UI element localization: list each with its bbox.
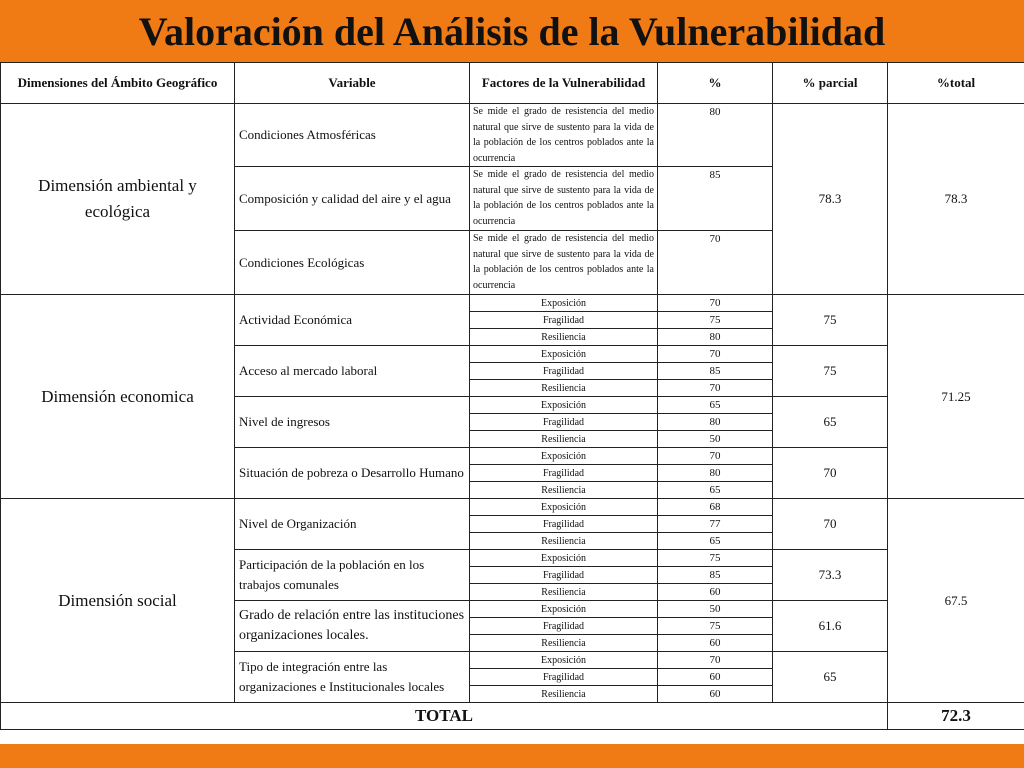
table-row [1, 499, 1024, 516]
factor-resiliencia: Resiliencia [470, 686, 658, 703]
factor-exposicion: Exposición [470, 550, 658, 567]
variable-cell: Condiciones Atmosféricas [235, 104, 470, 167]
factor-exposicion: Exposición [470, 295, 658, 312]
pct-cell: 60 [658, 584, 773, 601]
table-row [1, 295, 1024, 312]
pct-cell: 75 [658, 618, 773, 635]
pct-cell: 50 [658, 431, 773, 448]
pct-cell: 68 [658, 499, 773, 516]
pct-cell: 60 [658, 635, 773, 652]
factor-description: Se mide el grado de resistencia del medio natural que sirve de sustento para la vida de la población de los centros poblados ante la ocurrencia [470, 167, 658, 231]
factor-fragilidad: Fragilidad [470, 669, 658, 686]
factor-resiliencia: Resiliencia [470, 635, 658, 652]
factor-exposicion: Exposición [470, 652, 658, 669]
pct-cell: 60 [658, 686, 773, 703]
pct-cell: 80 [658, 465, 773, 482]
pct-cell: 50 [658, 601, 773, 618]
pct-cell: 65 [658, 397, 773, 414]
dimension-ambiental: Dimensión ambiental y ecológica [1, 104, 235, 295]
factor-fragilidad: Fragilidad [470, 363, 658, 380]
variable-cell: Composición y calidad del aire y el agua [235, 167, 470, 231]
parcial-cell: 78.3 [773, 104, 888, 295]
factor-fragilidad: Fragilidad [470, 618, 658, 635]
pct-cell: 70 [658, 652, 773, 669]
parcial-cell: 70 [773, 448, 888, 499]
variable-cell: Nivel de ingresos [235, 397, 470, 448]
header-variable: Variable [235, 63, 470, 104]
pct-cell: 75 [658, 550, 773, 567]
factor-resiliencia: Resiliencia [470, 533, 658, 550]
variable-cell: Participación de la población en los trabajos comunales [235, 550, 470, 601]
pct-cell: 70 [658, 346, 773, 363]
factor-fragilidad: Fragilidad [470, 516, 658, 533]
pct-cell: 75 [658, 312, 773, 329]
pct-cell: 65 [658, 533, 773, 550]
pct-cell: 60 [658, 669, 773, 686]
parcial-cell: 65 [773, 652, 888, 703]
table-row [1, 104, 1024, 167]
variable-cell: Situación de pobreza o Desarrollo Humano [235, 448, 470, 499]
pct-cell: 70 [658, 231, 773, 295]
variable-cell: Actividad Económica [235, 295, 470, 346]
factor-resiliencia: Resiliencia [470, 431, 658, 448]
variable-cell: Condiciones Ecológicas [235, 231, 470, 295]
pct-cell: 80 [658, 329, 773, 346]
parcial-cell: 75 [773, 346, 888, 397]
factor-exposicion: Exposición [470, 346, 658, 363]
dimension-economica: Dimensión economica [1, 295, 235, 499]
header-total: %total [888, 63, 1024, 104]
total-cell: 67.5 [888, 499, 1024, 703]
factor-exposicion: Exposición [470, 601, 658, 618]
factor-fragilidad: Fragilidad [470, 414, 658, 431]
parcial-cell: 70 [773, 499, 888, 550]
pct-cell: 85 [658, 363, 773, 380]
total-row [1, 703, 1024, 730]
pct-cell: 85 [658, 167, 773, 231]
header-dimension: Dimensiones del Ámbito Geográfico [1, 63, 235, 104]
header-parcial: % parcial [773, 63, 888, 104]
parcial-cell: 75 [773, 295, 888, 346]
factor-resiliencia: Resiliencia [470, 584, 658, 601]
factor-exposicion: Exposición [470, 499, 658, 516]
factor-exposicion: Exposición [470, 448, 658, 465]
factor-resiliencia: Resiliencia [470, 380, 658, 397]
factor-description: Se mide el grado de resistencia del medio natural que sirve de sustento para la vida de la población de los centros poblados ante la ocurrencia [470, 231, 658, 295]
factor-fragilidad: Fragilidad [470, 312, 658, 329]
total-cell: 71.25 [888, 295, 1024, 499]
parcial-cell: 61.6 [773, 601, 888, 652]
pct-cell: 70 [658, 448, 773, 465]
total-label: TOTAL [1, 703, 888, 730]
total-cell: 78.3 [888, 104, 1024, 295]
factor-resiliencia: Resiliencia [470, 482, 658, 499]
vulnerability-table-container [0, 62, 1024, 744]
variable-cell: Tipo de integración entre las organizaciones e Institucionales locales [235, 652, 470, 703]
total-value: 72.3 [888, 703, 1024, 730]
parcial-cell: 73.3 [773, 550, 888, 601]
factor-fragilidad: Fragilidad [470, 567, 658, 584]
header-pct: % [658, 63, 773, 104]
dimension-social: Dimensión social [1, 499, 235, 703]
pct-cell: 70 [658, 295, 773, 312]
header-factores: Factores de la Vulnerabilidad [470, 63, 658, 104]
variable-cell: Grado de relación entre las instituciones organizaciones locales. [235, 601, 470, 652]
variable-cell: Acceso al mercado laboral [235, 346, 470, 397]
pct-cell: 80 [658, 104, 773, 167]
pct-cell: 77 [658, 516, 773, 533]
factor-resiliencia: Resiliencia [470, 329, 658, 346]
variable-cell: Nivel de Organización [235, 499, 470, 550]
factor-description: Se mide el grado de resistencia del medio natural que sirve de sustento para la vida de la población de los centros poblados ante la ocurrencia [470, 104, 658, 167]
factor-exposicion: Exposición [470, 397, 658, 414]
vulnerability-table [0, 62, 1024, 730]
header-row [1, 63, 1024, 104]
pct-cell: 65 [658, 482, 773, 499]
pct-cell: 85 [658, 567, 773, 584]
page-title: Valoración del Análisis de la Vulnerabilidad [138, 8, 886, 54]
parcial-cell: 65 [773, 397, 888, 448]
factor-fragilidad: Fragilidad [470, 465, 658, 482]
pct-cell: 70 [658, 380, 773, 397]
pct-cell: 80 [658, 414, 773, 431]
